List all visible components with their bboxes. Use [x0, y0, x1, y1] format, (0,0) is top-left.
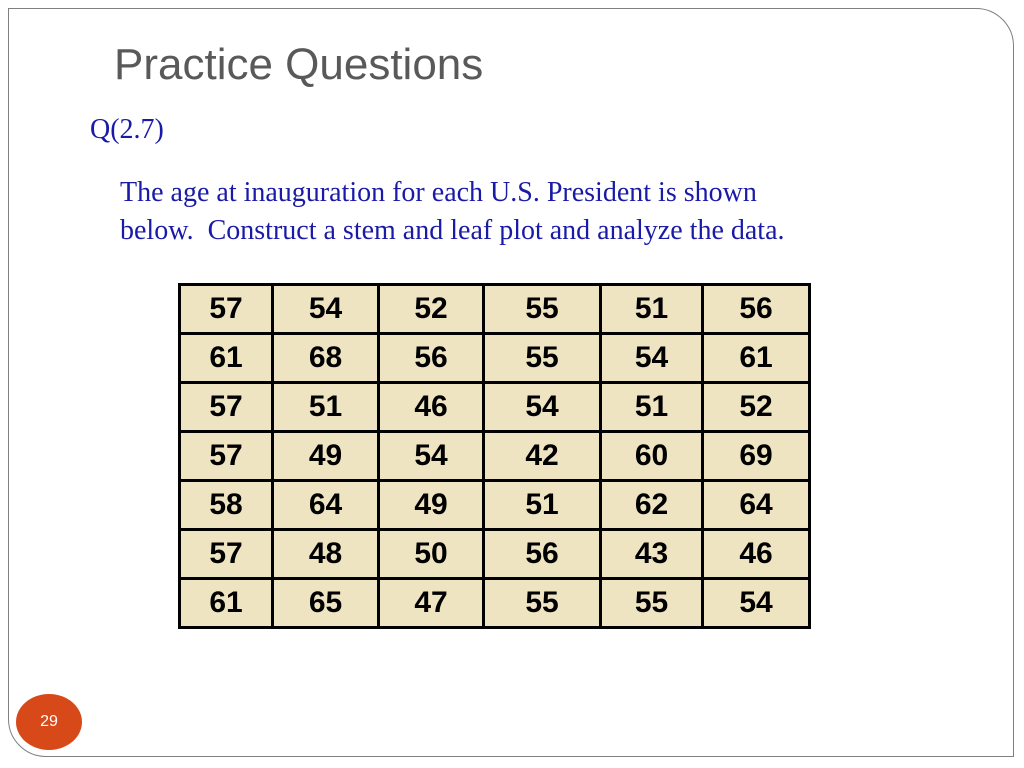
table-cell: 46 — [379, 383, 484, 432]
question-number: Q(2.7) — [90, 114, 164, 145]
table-cell: 55 — [601, 579, 703, 628]
table-cell: 46 — [703, 530, 810, 579]
table-cell: 64 — [703, 481, 810, 530]
table-cell: 62 — [601, 481, 703, 530]
table-cell: 56 — [379, 334, 484, 383]
table-cell: 55 — [484, 285, 601, 334]
table-cell: 55 — [484, 579, 601, 628]
table-cell: 61 — [180, 579, 273, 628]
page-number-badge: 29 — [16, 694, 82, 750]
table-row — [180, 383, 810, 432]
table-row — [180, 334, 810, 383]
table-row — [180, 285, 810, 334]
table-cell: 54 — [484, 383, 601, 432]
table-cell: 58 — [180, 481, 273, 530]
table-cell: 51 — [273, 383, 379, 432]
table-cell: 43 — [601, 530, 703, 579]
table-row — [180, 579, 810, 628]
table-cell: 54 — [601, 334, 703, 383]
prompt-line: below. Construct a stem and leaf plot and analyze the data. — [120, 215, 785, 246]
table-cell: 48 — [273, 530, 379, 579]
table-cell: 51 — [601, 285, 703, 334]
table-cell: 57 — [180, 432, 273, 481]
table-cell: 51 — [484, 481, 601, 530]
table-cell: 55 — [484, 334, 601, 383]
table-cell: 54 — [703, 579, 810, 628]
table-cell: 50 — [379, 530, 484, 579]
question-prompt — [120, 174, 920, 250]
table-cell: 52 — [703, 383, 810, 432]
table-cell: 42 — [484, 432, 601, 481]
table-cell: 57 — [180, 530, 273, 579]
table-cell: 61 — [703, 334, 810, 383]
table-row — [180, 530, 810, 579]
table-cell: 65 — [273, 579, 379, 628]
slide-title: Practice Questions — [114, 40, 484, 89]
table-cell: 54 — [273, 285, 379, 334]
table-cell: 61 — [180, 334, 273, 383]
table-cell: 64 — [273, 481, 379, 530]
table-cell: 51 — [601, 383, 703, 432]
table-cell: 69 — [703, 432, 810, 481]
table-cell: 56 — [703, 285, 810, 334]
table-cell: 47 — [379, 579, 484, 628]
table-cell: 60 — [601, 432, 703, 481]
table-cell: 56 — [484, 530, 601, 579]
table-row — [180, 481, 810, 530]
table-cell: 49 — [379, 481, 484, 530]
ages-table — [178, 283, 811, 629]
table-cell: 57 — [180, 285, 273, 334]
table-cell: 68 — [273, 334, 379, 383]
prompt-line: The age at inauguration for each U.S. President is shown — [120, 177, 757, 208]
table-cell: 57 — [180, 383, 273, 432]
table-cell: 52 — [379, 285, 484, 334]
table-cell: 49 — [273, 432, 379, 481]
table-cell: 54 — [379, 432, 484, 481]
table-row — [180, 432, 810, 481]
